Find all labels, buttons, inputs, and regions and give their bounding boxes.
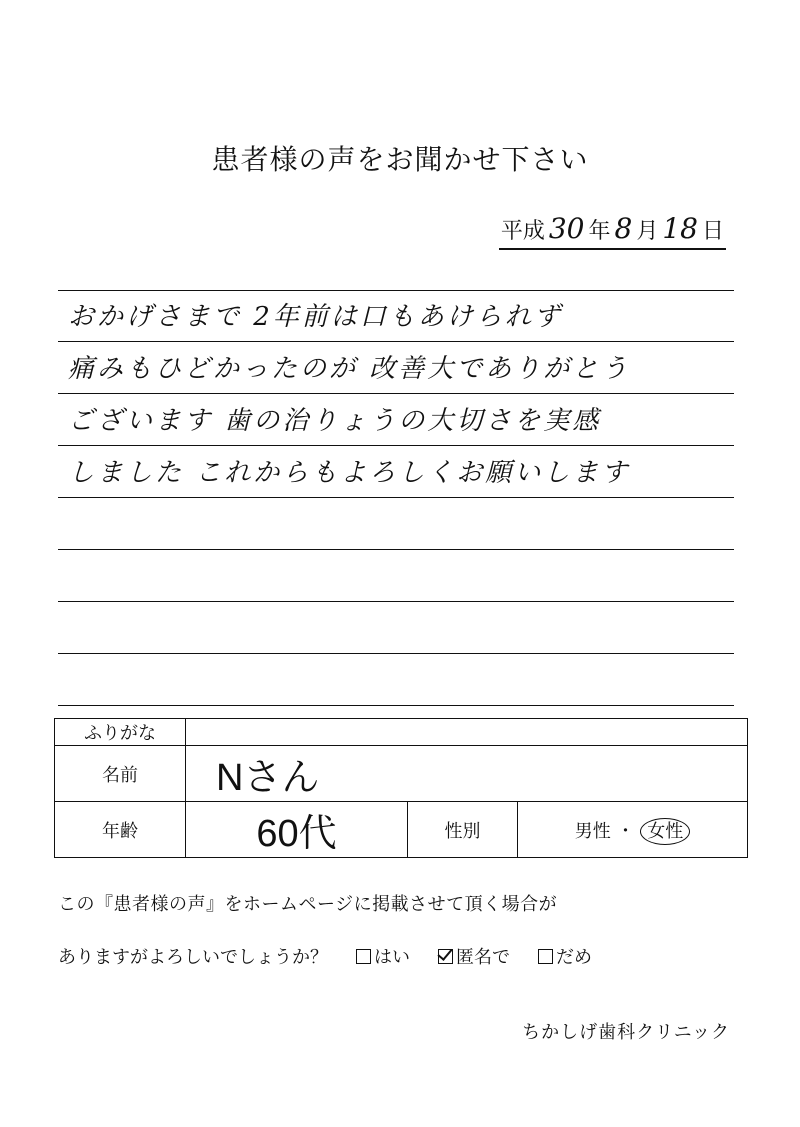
consent-option-yes[interactable] (356, 943, 410, 969)
clinic-name: ちかしげ歯科クリニック (522, 1022, 730, 1043)
checkbox-anonymous[interactable] (438, 949, 453, 964)
comment-text: おかげさまで 2年前は口もあけられず (68, 302, 563, 332)
patient-info-table (54, 718, 748, 858)
name-label: 名前 (55, 746, 186, 802)
consent-option-anonymous-label: 匿名で (456, 947, 510, 968)
page-title: 患者様の声をお聞かせ下さい (211, 143, 589, 176)
gender-options (518, 802, 748, 858)
name-value: Nさん (186, 746, 748, 802)
date-month-unit: 月 (636, 219, 659, 244)
gender-female-selected: 女性 (640, 818, 690, 845)
comment-line (58, 342, 734, 394)
date-day: 18 (662, 212, 698, 245)
comment-line (58, 394, 734, 446)
consent-option-no-label: だめ (556, 947, 592, 968)
comment-line (58, 654, 734, 706)
date-field (499, 212, 726, 250)
comment-text: しました これからもよろしくお願いします (68, 458, 631, 488)
date-year-unit: 年 (588, 219, 611, 244)
consent-option-yes-label: はい (374, 947, 410, 968)
gender-separator: ・ (616, 820, 635, 842)
consent-question-line2: ありますがよろしいでしょうか？ (58, 947, 328, 968)
age-value: 60代 (186, 802, 408, 858)
date-era: 平成 (500, 219, 545, 244)
date-month: 8 (614, 212, 633, 245)
gender-label: 性別 (408, 802, 518, 858)
checkbox-yes[interactable] (356, 949, 371, 964)
consent-option-no[interactable] (538, 943, 592, 969)
comment-text: 痛みもひどかったのが 改善大でありがとう (68, 354, 631, 384)
gender-male: 男性 (574, 820, 611, 842)
furigana-value (186, 719, 748, 746)
comment-line (58, 550, 734, 602)
date-day-unit: 日 (701, 219, 724, 244)
comment-line (58, 498, 734, 550)
consent-option-anonymous[interactable] (438, 943, 510, 969)
date-year: 30 (548, 212, 585, 245)
consent-row (58, 943, 592, 969)
comment-area (58, 290, 734, 706)
comment-text: ございます 歯の治りょうの大切さを実感 (68, 406, 602, 436)
consent-question-line1: この『患者様の声』をホームページに掲載させて頂く場合が (58, 894, 558, 915)
furigana-label: ふりがな (55, 719, 186, 746)
checkbox-no[interactable] (538, 949, 553, 964)
comment-line (58, 602, 734, 654)
age-label: 年齢 (55, 802, 186, 858)
comment-line (58, 446, 734, 498)
comment-line (58, 290, 734, 342)
